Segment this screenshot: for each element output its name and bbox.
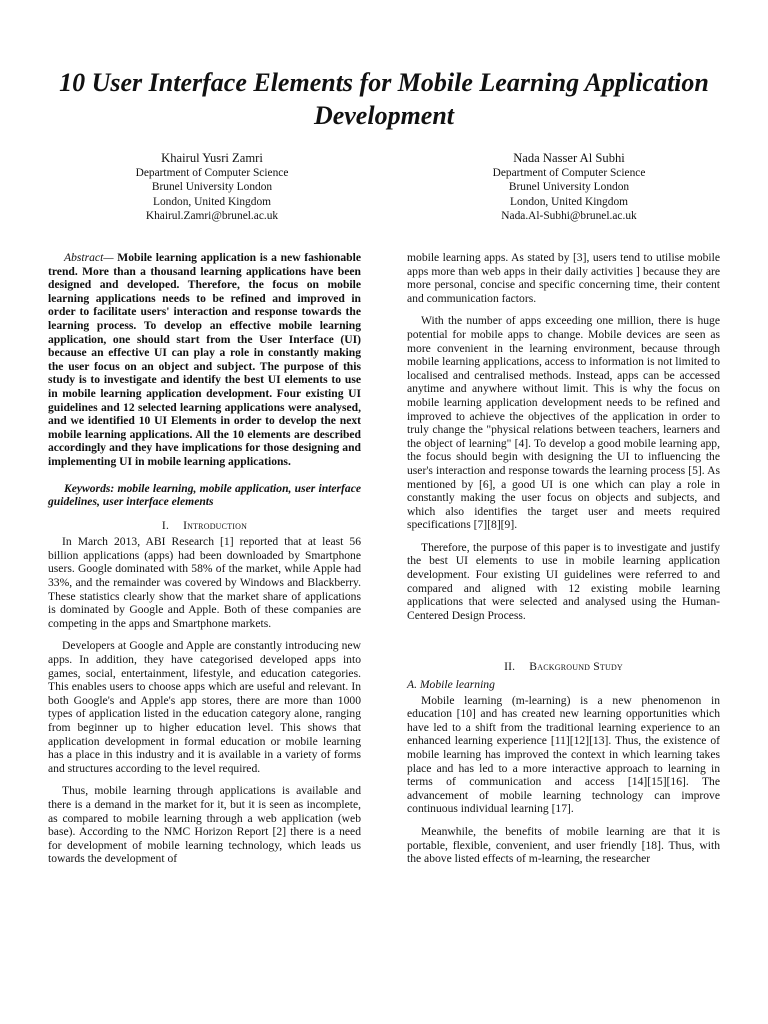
abstract	[48, 251, 361, 469]
section-heading-introduction	[48, 519, 361, 533]
author-block-1	[72, 151, 352, 223]
author-university: Brunel University London	[508, 181, 630, 194]
paragraph: Meanwhile, the benefits of mobile learning are that it is portable, flexible, convenient, and user friendly [18]. Thus, with the above listed effects of m-learning, the researcher	[407, 824, 720, 866]
author-email: Khairul.Zamri@brunel.ac.uk	[145, 209, 279, 222]
keywords: Keywords: mobile learning, mobile application, user interface guidelines, user interface elements	[48, 481, 361, 509]
author-block-2	[429, 151, 709, 223]
author-department: Department of Computer Science	[492, 167, 646, 180]
paragraph: Developers at Google and Apple are constantly introducing new apps. In addition, they have categorised developed apps into games, social, entertainment, lifestyle, and education categories. This enables users to choose apps which are useful and relevant. In both Google's and Apple's app stores, there are more than 1000 types of application listed in the education category alone, ranging from beginner up to higher education level. This shows that application development in formal education or mobile learning has a place in this industry and it is available in a variety of forms and structures according to the level required.	[48, 639, 361, 775]
abstract-lead: Abstract—	[64, 251, 114, 264]
author-email: Nada.Al-Subhi@brunel.ac.uk	[501, 209, 637, 222]
right-column	[407, 251, 720, 866]
left-column	[48, 251, 361, 866]
paragraph: With the number of apps exceeding one million, there is huge potential for mobile apps to change. Mobile devices are seen as more convenient in the learning environment, because through mobile learning applications, access to information is not limited to localised and centralised methods. Instead, apps can be accessed anytime and anywhere without limit. This is why the focus on mobile learning application development needs to be refined and improved to achieve the objectives of the application in order to truly change the "physical relations between teachers, learners and the object of learning" [4]. To develop a good mobile learning app, the focus should begin with designing the UI to influencing the user's interaction and response towards the learning process [5]. As mentioned by [6], a good UI is one which can play a role in constantly making the user focus on objects and subjects, and which also identifies the target user and meets required specifications [7][8][9].	[407, 314, 720, 532]
author-name: Khairul Yusri Zamri	[161, 151, 263, 165]
subsection-heading: A. Mobile learning	[407, 678, 495, 692]
paragraph: Therefore, the purpose of this paper is to investigate and justify the best UI elements to use in mobile learning application development. Four existing UI guidelines were referred to and compared and aligned with 12 existing mobile learning applications that were selected and analysed using the Human-Centered Design Process.	[407, 540, 720, 622]
section-heading-background	[407, 660, 720, 674]
abstract-text: Mobile learning application is a new fashionable trend. More than a thousand learning applications have been designed and developed. Therefore, the focus on mobile learning applications needs to be refined and improved in order to facilitate users' interaction and response towards the learning process. To develop an effective mobile learning application, one should start from the User Interface (UI) because an effective UI can play a role in constantly making the user focus on an object and subject. The purpose of this study is to investigate and identify the best UI elements to use in mobile learning application development. Four existing UI guidelines and 12 selected learning applications were analysed, and we identified 10 UI Elements in order to develop the next mobile learning applications. All the 10 elements are described accordingly and they have implications for those designing and implementing UI in mobile learning applications.	[48, 251, 361, 468]
section-title: Introduction	[183, 518, 248, 532]
author-university: Brunel University London	[151, 181, 273, 194]
section-number: I.	[161, 518, 170, 532]
section-number: II.	[504, 660, 516, 674]
paragraph: Mobile learning (m-learning) is a new phenomenon in education [10] and has created new learning opportunities which have led to a shift from the traditional learning experience to an enhanced learning experience [11][12][13]. Thus, the existence of mobile learning has improved the context in which learning takes place and has led to a more interactive approach to learning in terms of communication and access [14][15][16]. The advancement of mobile learning technology can improve continuous individual learning [17].	[407, 693, 720, 816]
author-name: Nada Nasser Al Subhi	[513, 151, 625, 165]
author-location: London, United Kingdom	[152, 195, 271, 208]
author-location: London, United Kingdom	[509, 195, 628, 208]
paragraph: mobile learning apps. As stated by [3], users tend to utilise mobile apps more than web apps in their daily activities ] because they are more personal, concise and specific concerning time, their content and communication factors.	[407, 251, 720, 305]
paragraph: In March 2013, ABI Research [1] reported that at least 56 billion applications (apps) had been downloaded by Smartphone users. Google dominated with 58% of the market, while Apple had 33%, and the remainder was covered by Windows and Blackberry. These statistics clearly show that the market share of applications is dominated by Google and Apple. Both of these companies are competing in the apps and Smartphone markets.	[48, 535, 361, 630]
paragraph: Thus, mobile learning through applications is available and there is a demand in the market for it, but it is seen as incomplete, as compared to mobile learning through a web application (web base). According to the NMC Horizon Report [2] there is a need for development of mobile learning technology, which leads us towards the development of	[48, 784, 361, 866]
paper-title: 10 User Interface Elements for Mobile Learning Application Development	[59, 68, 709, 130]
author-department: Department of Computer Science	[135, 167, 289, 180]
section-title: Background Study	[529, 660, 623, 674]
